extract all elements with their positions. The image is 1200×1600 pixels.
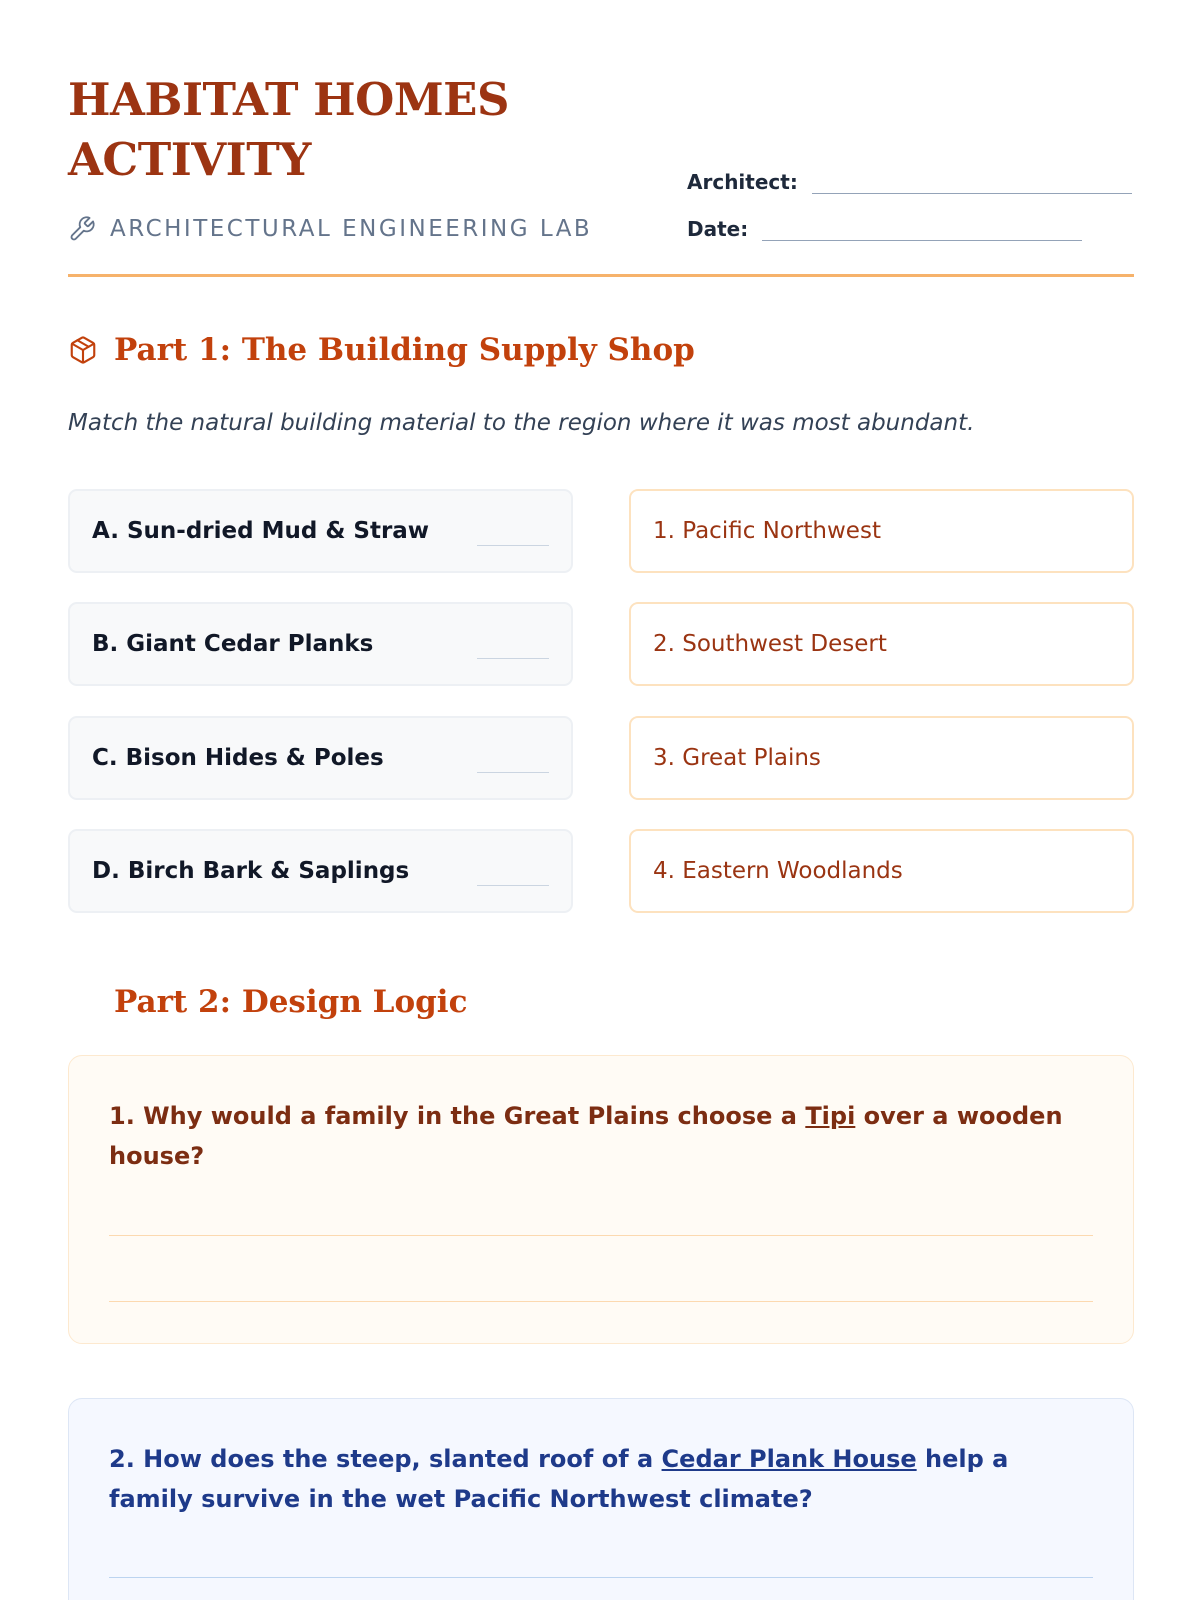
region-card — [629, 829, 1134, 913]
answer-line[interactable] — [109, 1301, 1093, 1302]
question-card — [68, 1055, 1134, 1344]
region-label: 2. Southwest Desert — [653, 631, 887, 657]
part2-heading — [114, 984, 467, 1020]
material-label: D. Birch Bark & Saplings — [92, 858, 410, 884]
answer-line[interactable] — [109, 1235, 1093, 1236]
part1-heading — [68, 332, 695, 368]
material-label: B. Giant Cedar Planks — [92, 631, 374, 657]
question-card — [68, 1398, 1134, 1600]
question-text — [109, 1096, 1093, 1176]
question-text — [109, 1439, 1093, 1519]
date-blank[interactable] — [762, 219, 1082, 241]
question-text-start: 2. How does the steep, slanted roof of a — [109, 1445, 662, 1473]
part1-heading-text: Part 1: The Building Supply Shop — [114, 332, 695, 368]
architect-label: Architect: — [687, 170, 798, 194]
match-answer-blank[interactable] — [477, 641, 549, 659]
lab-subtitle — [68, 214, 592, 244]
wrench-icon — [68, 215, 96, 243]
page-title: HABITAT HOMES ACTIVITY — [68, 73, 509, 186]
date-label: Date: — [687, 217, 749, 241]
worksheet-header — [68, 64, 1134, 277]
answer-line[interactable] — [109, 1577, 1093, 1578]
question-text-end: over a wooden house? — [109, 1102, 1063, 1170]
architect-blank[interactable] — [812, 172, 1132, 194]
region-label: 4. Eastern Woodlands — [653, 858, 903, 884]
region-label: 1. Pacific Northwest — [653, 518, 881, 544]
subtitle-text: ARCHITECTURAL ENGINEERING LAB — [110, 216, 593, 242]
match-answer-blank[interactable] — [477, 868, 549, 886]
question-keyword: Tipi — [805, 1102, 856, 1130]
material-card — [68, 602, 573, 686]
region-card — [629, 716, 1134, 800]
architect-field — [687, 170, 1132, 194]
material-label: C. Bison Hides & Poles — [92, 745, 384, 771]
date-field — [687, 217, 1082, 241]
part2-heading-text: Part 2: Design Logic — [114, 984, 468, 1020]
region-label: 3. Great Plains — [653, 745, 821, 771]
question-text-end: help a family survive in the wet Pacific Northwest climate? — [109, 1445, 1009, 1513]
material-label: A. Sun-dried Mud & Straw — [92, 518, 430, 544]
material-card — [68, 716, 573, 800]
match-answer-blank[interactable] — [477, 755, 549, 773]
question-text-start: 1. Why would a family in the Great Plains choose a — [109, 1102, 806, 1130]
worksheet-page — [68, 0, 1134, 1600]
material-card — [68, 829, 573, 913]
part1-instruction: Match the natural building material to the region where it was most abundant. — [68, 410, 975, 436]
match-answer-blank[interactable] — [477, 528, 549, 546]
material-card — [68, 489, 573, 573]
region-card — [629, 602, 1134, 686]
region-card — [629, 489, 1134, 573]
box-icon — [68, 335, 98, 365]
question-keyword: Cedar Plank House — [661, 1445, 917, 1473]
